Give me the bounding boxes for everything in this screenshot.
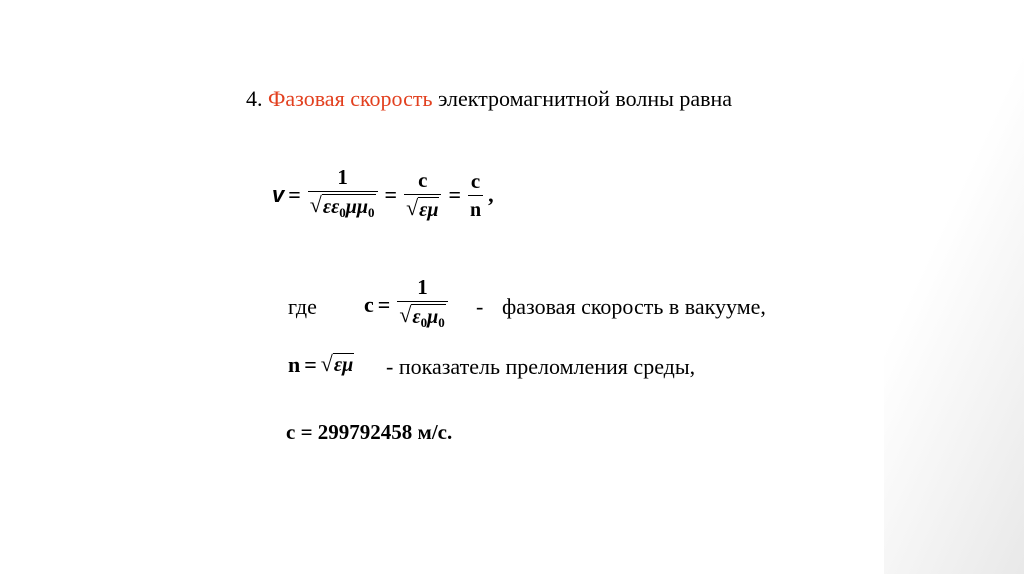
fraction-1-numerator: 1 [337,165,348,189]
fraction-2-denominator [404,197,441,222]
fraction-bar [468,195,483,196]
equals-sign: = [304,352,317,377]
heading-number: 4. [246,86,263,111]
sqrt-symbol: √ $\varepsilon_0\mu_0$ [399,304,445,335]
heading-text: электромагнитной волны равна [437,86,733,111]
fraction-2 [404,168,441,222]
where-label: где [288,294,317,319]
equals-sign: = [377,292,391,317]
formula-comma: , [488,182,494,207]
slide-heading [246,86,732,112]
phase-velocity-formula [272,165,494,225]
vacuum-lhs: c [364,292,374,317]
vacuum-description: фазовая скорость в вакууме, [502,294,766,319]
refraction-description: - показатель преломления среды, [386,354,696,379]
sqrt-symbol: √ εμ [406,195,439,221]
equals-sign: = [288,182,301,207]
vacuum-speed-formula [364,275,451,335]
vacuum-numerator: 1 [417,275,428,299]
sqrt-symbol: √ εμ [320,351,354,376]
background-shade [884,0,1024,574]
equals-sign: = [448,182,462,207]
refraction-index-formula [288,352,354,378]
fraction-3 [468,169,483,222]
fraction-1-denominator [308,194,378,225]
fraction-3-denominator: n [470,198,482,221]
vacuum-fraction [397,275,447,335]
fraction-3-numerator: c [470,168,481,193]
equals-sign: = [384,182,398,207]
heading-highlight: Фазовая скорость [268,86,433,111]
vacuum-dash: - [476,294,484,319]
formula-lhs: v [272,182,285,207]
speed-of-light-value: c = 299792458 м/с. [286,420,453,444]
fraction-2-numerator: c [418,168,428,192]
vacuum-denominator [397,304,447,335]
fraction-1 [308,165,378,225]
refraction-lhs: n [288,352,301,377]
sqrt-symbol: √ $\varepsilon\varepsilon_0\mu\mu_0$ [310,194,376,225]
